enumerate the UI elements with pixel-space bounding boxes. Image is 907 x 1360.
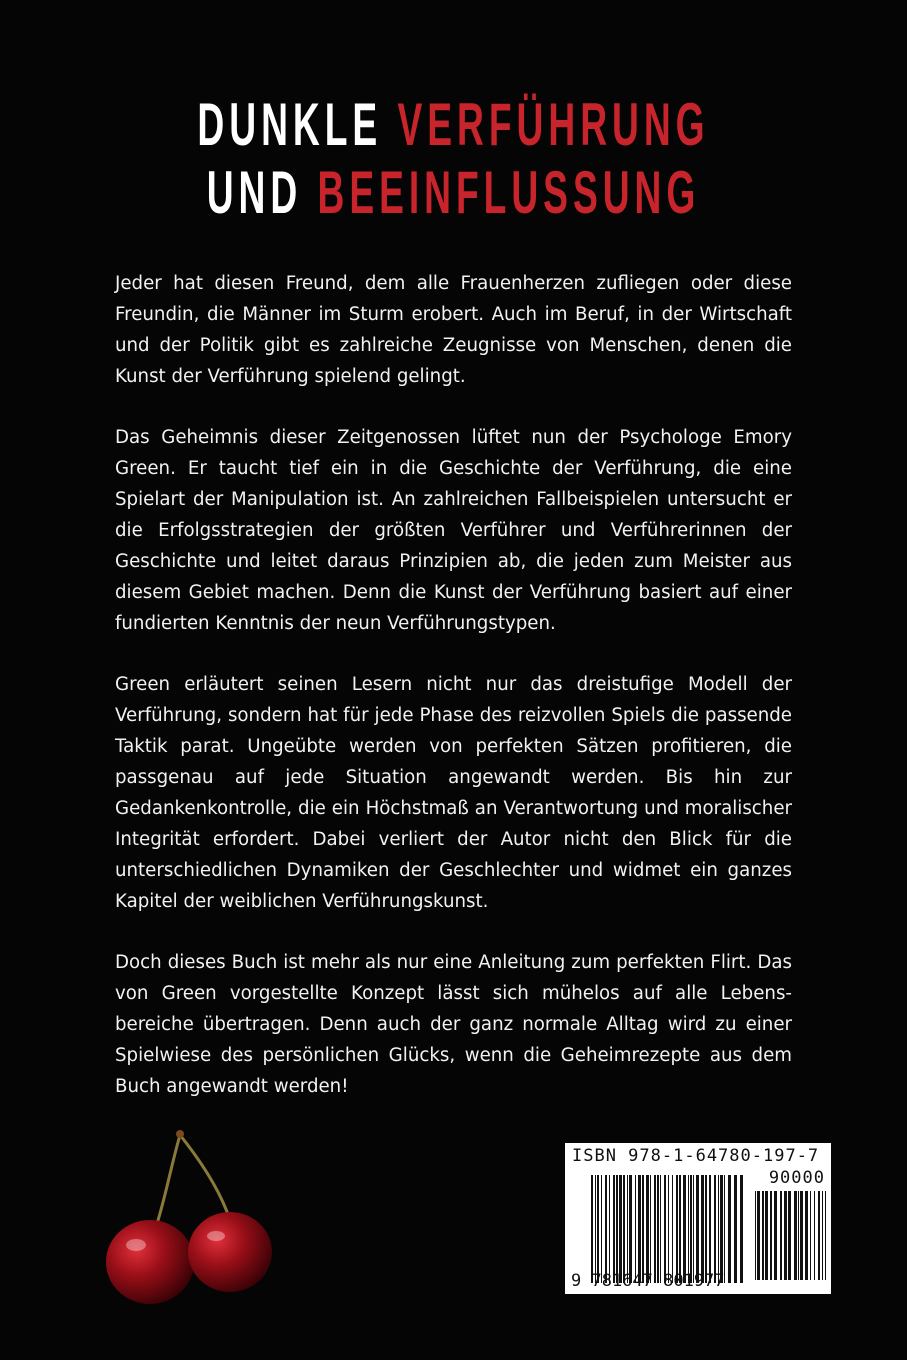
barcode-bar <box>765 1191 768 1280</box>
barcode-bar <box>718 1175 719 1283</box>
barcode-bar <box>798 1191 799 1280</box>
barcode-bar <box>635 1175 636 1283</box>
barcode-bar <box>595 1175 596 1283</box>
title-line-2 <box>172 159 734 226</box>
barcode-bar <box>825 1191 826 1280</box>
barcode-bar <box>757 1191 760 1280</box>
barcode-bar <box>679 1175 681 1283</box>
blurb-paragraph-3: Green erläutert seinen Lesern nicht nur das dreistufige Modell der Verführung, sondern hat für jede Phase des reizvollen Spiels die passende Taktik parat. Ungeübte werden von perfekten Sätzen profitieren, die passgenau auf jede Situation angewandt werden. Bis hin zur Gedankenkontrolle, die ein Höchstmaß an Verantwortung und moralischer Integrität erfordert. Dabei verliert der Autor nicht den Blick für die unterschiedlichen Dynamiken der Geschlechter und widmet ein ganzes Kapitel der weiblichen Verführungskunst. <box>115 674 792 912</box>
barcode-bar <box>642 1175 644 1283</box>
barcode-bar <box>650 1175 651 1283</box>
barcode-bar <box>638 1175 641 1283</box>
barcode-bar <box>605 1175 607 1283</box>
barcode-bar <box>818 1191 820 1280</box>
barcode-bar <box>646 1175 649 1283</box>
barcode-bar <box>709 1175 711 1283</box>
barcode-bar <box>728 1175 731 1283</box>
barcode-bar <box>693 1175 694 1283</box>
title-word-dunkle: DUNKLE <box>197 91 383 158</box>
barcode-bar <box>762 1191 764 1280</box>
cherry-icon <box>100 1120 310 1314</box>
barcode-bar <box>690 1175 692 1283</box>
isbn-barcode <box>565 1143 831 1294</box>
title-word-und: UND <box>206 159 303 226</box>
barcode-bar <box>616 1175 618 1283</box>
barcode-bar <box>619 1175 622 1283</box>
blurb <box>115 268 792 1132</box>
blurb-paragraph-4: Doch dieses Buch ist mehr als nur eine Anleitung zum perfekten Flirt. Das von Green vorgestellte Konzept lässt sich mühelos auf alle Lebensbereiche übertragen. Denn auch der ganz normale Alltag wird zu einer Spielwiese des persönlichen Glücks, wenn die Geheimrezepte aus dem Buch angewandt werden! <box>115 952 792 1097</box>
barcode-bar <box>601 1175 602 1283</box>
title-word-verfuehrung: VERFÜHRUNG <box>397 91 710 158</box>
barcode-bar <box>705 1175 707 1283</box>
barcode-bar <box>629 1175 632 1283</box>
barcode-bar <box>672 1175 673 1283</box>
barcode-bar <box>814 1191 815 1280</box>
barcode-bar <box>623 1175 625 1283</box>
barcode-bar <box>822 1191 823 1280</box>
barcode-bar <box>720 1175 723 1283</box>
barcode-bar <box>774 1191 777 1280</box>
barcode-bar <box>683 1175 686 1283</box>
barcode-bar <box>627 1175 628 1283</box>
barcode-bar <box>755 1191 756 1280</box>
barcode-bar <box>794 1191 797 1280</box>
barcode-bar <box>613 1175 615 1283</box>
barcode-bar <box>664 1175 666 1283</box>
barcode-bar <box>780 1191 782 1280</box>
barcode-bar <box>657 1175 659 1283</box>
barcode-bar <box>740 1175 743 1283</box>
barcode-bar <box>676 1175 678 1283</box>
barcode-bar <box>701 1175 704 1283</box>
barcode-bar <box>784 1191 787 1280</box>
barcode-addon: 90000 <box>768 1168 825 1188</box>
title-word-beeinflussung: BEEINFLUSSUNG <box>317 159 701 226</box>
barcode-bar <box>688 1175 689 1283</box>
barcode-bar <box>788 1191 791 1280</box>
barcode-bar <box>800 1191 803 1280</box>
barcode-bar <box>805 1191 808 1280</box>
blurb-paragraph-2: Das Geheimnis dieser Zeitgenossen lüftet nun der Psychologe Emory Green. Er taucht tief ein in die Geschichte der Verführung, die eine Spielart der Manipulation ist. An zahlreichen Fallbeispielen untersucht er die Erfolgsstrategien der größten Verführer und Verführerinnen der Geschichte und leitet daraus Prinzipien ab, die jeden zum Meister aus diesem Gebiet machen. Denn die Kunst der Verführung basiert auf einer fundierten Kenntnis der neun Verführungstypen. <box>115 427 792 634</box>
barcode-bar <box>668 1175 669 1283</box>
barcode-bar <box>609 1175 610 1283</box>
title-line-1 <box>172 91 734 158</box>
barcode-bar <box>696 1175 699 1283</box>
barcode-bar <box>654 1175 656 1283</box>
blurb-paragraph-1: Jeder hat diesen Freund, dem alle Frauenherzen zufliegen oder diese Freundin, die Männer im Sturm erobert. Auch im Beruf, in der Wirtschaft und der Politik gibt es zahlreiche Zeugnisse von Menschen, denen die Kunst der Verführung spielend gelingt. <box>115 273 792 387</box>
ean-digits: 9 781647 801977 <box>571 1271 725 1291</box>
barcode-bar <box>597 1175 599 1283</box>
barcode-bar <box>810 1191 811 1280</box>
barcode-bar <box>714 1175 716 1283</box>
barcode-bar <box>591 1175 593 1283</box>
barcode-bar <box>660 1175 661 1283</box>
isbn-label: ISBN 978-1-64780-197-7 <box>572 1146 820 1166</box>
barcode-bar <box>734 1175 737 1283</box>
barcode-bar <box>724 1175 725 1283</box>
barcode-bar <box>770 1191 772 1280</box>
